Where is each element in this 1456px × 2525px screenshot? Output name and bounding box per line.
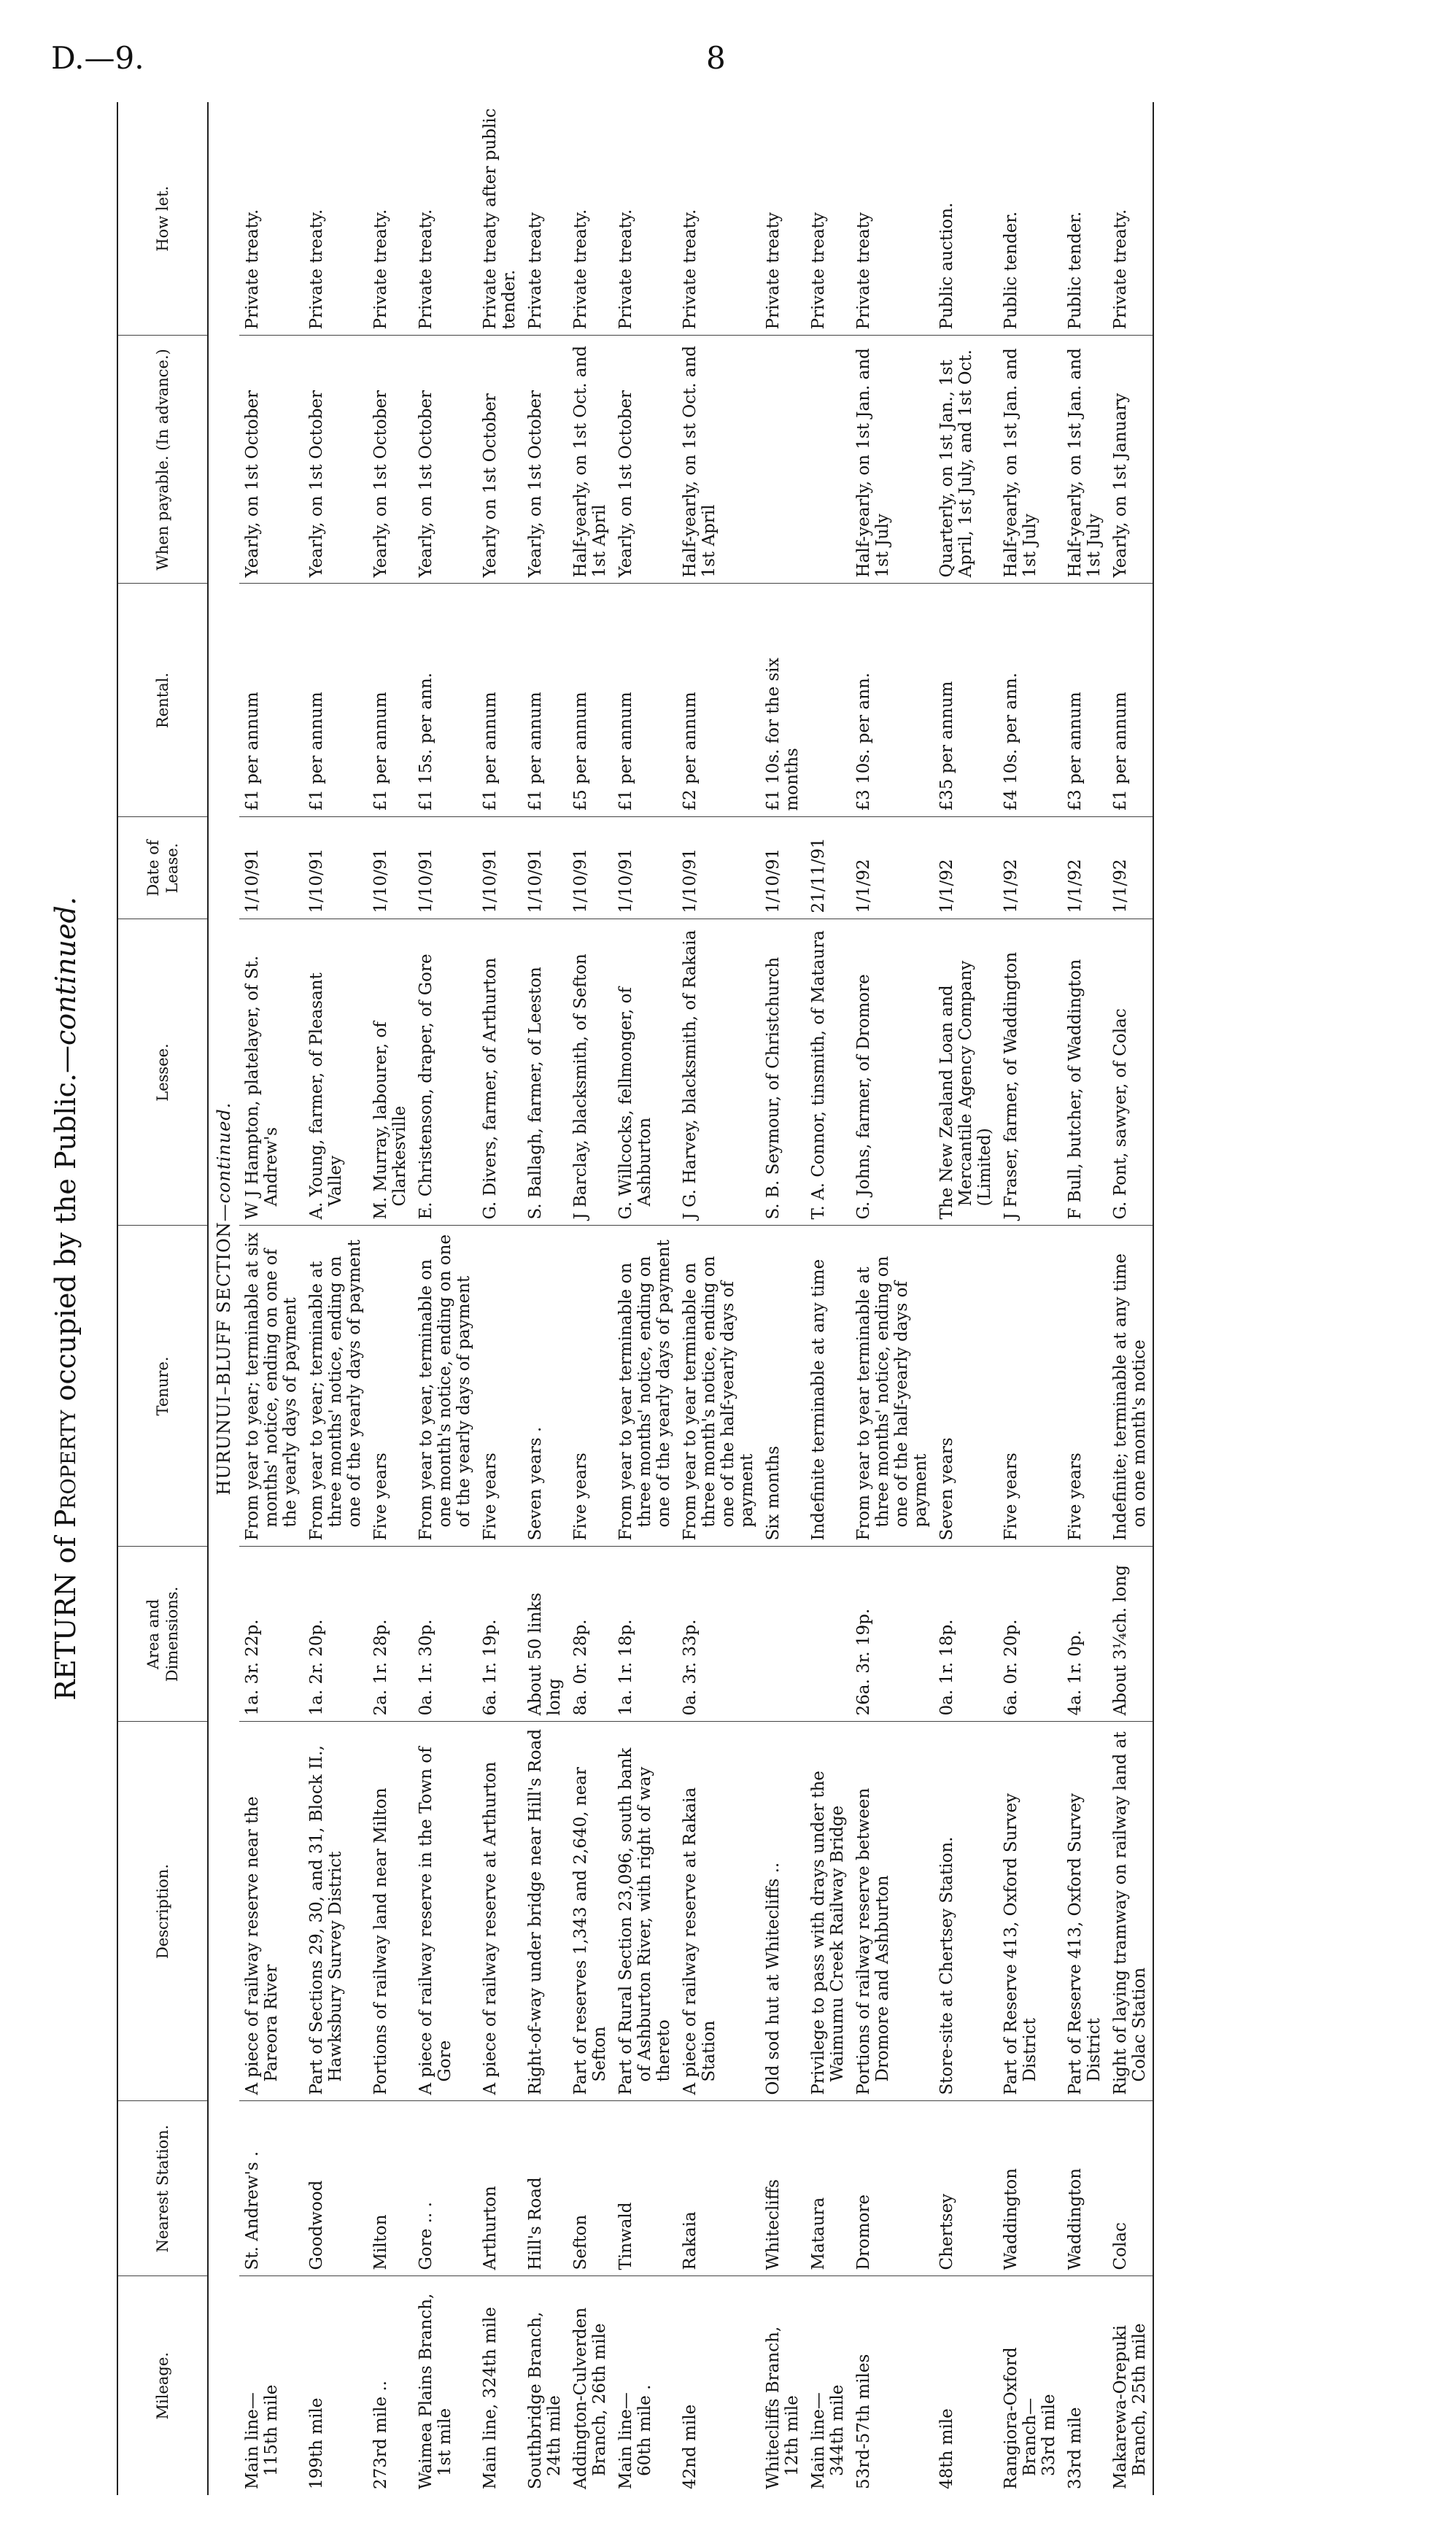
cell-rental (805, 584, 851, 817)
cell-mileage: Waimea Plains Branch, 1st mile (417, 2293, 454, 2489)
cell-tenure: From year to year, terminable on one month's notice, ending on one of the yearly days of payment (413, 1226, 477, 1547)
cell-description: Part of Sections 29, 30, and 31, Block II., Hawksbury Survey District (303, 1722, 368, 2101)
cell-area: 0a. 3r. 33p. (677, 1547, 760, 1722)
cell-mileage: 33rd mile (1066, 2407, 1085, 2489)
cell-rental: £1 per annum (303, 584, 368, 817)
cell-mileage: 48th mile (937, 2408, 956, 2489)
cell-nearest-station: Milton (368, 2101, 413, 2276)
section-name: HURUNUI–BLUFF SECTION— (214, 1203, 234, 1496)
title-property: Property (50, 1410, 82, 1528)
cell-date-of-lease: 1/10/91 (477, 817, 522, 919)
cell-area: 8a. 0r. 28p. (568, 1547, 613, 1722)
cell-lessee: E. Christenson, draper, of Gore (413, 919, 477, 1226)
cell-when-payable: Yearly, on 1st October (413, 336, 477, 584)
header-mileage: Mileage. (117, 2276, 208, 2495)
cell-mileage: Southbridge Branch, 24th mile (526, 2311, 564, 2489)
cell-lessee: G. Pont, sawyer, of Colac (1107, 919, 1153, 1226)
cell-area: 6a. 1r. 19p. (477, 1547, 522, 1722)
cell-when-payable: Yearly, on 1st October (303, 336, 368, 584)
page-number: 8 (706, 40, 726, 76)
cell-rental: £3 per annum (1062, 584, 1107, 817)
cell-area: 1a. 1r. 18p. (613, 1547, 677, 1722)
cell-when-payable: Half-yearly, on 1st Oct. and 1st April (568, 336, 613, 584)
cell-how-let: Public auction. (934, 102, 998, 336)
table-row (677, 102, 760, 2495)
cell-description: A piece of railway reserve near the Pareora River (239, 1722, 303, 2101)
cell-description: Part of Reserve 413, Oxford Survey District (998, 1722, 1062, 2101)
cell-tenure: Seven years . (522, 1226, 568, 1547)
cell-area: 2a. 1r. 28p. (368, 1547, 413, 1722)
cell-date-of-lease: 21/11/91 (805, 817, 851, 919)
cell-nearest-station: Goodwood (303, 2101, 368, 2276)
cell-how-let: Public tender. (1062, 102, 1107, 336)
cell-mileage: 199th mile (307, 2397, 326, 2489)
cell-how-let: Private treaty. (1107, 102, 1153, 336)
cell-mileage: Addington-Culverden Branch, 26th mile (571, 2307, 609, 2489)
cell-nearest-station: St. Andrew's . (239, 2101, 303, 2276)
cell-nearest-station: Whitecliffs (760, 2101, 805, 2276)
cell-lessee: G. Johns, farmer, of Dromore (851, 919, 934, 1226)
cell-nearest-station: Gore .. . (413, 2101, 477, 2276)
cell-how-let: Private treaty (805, 102, 851, 336)
cell-rental: £5 per annum (568, 584, 613, 817)
cell-date-of-lease: 1/10/91 (303, 817, 368, 919)
header-date-of-lease: Date of Lease. (117, 817, 208, 919)
cell-nearest-station: Tinwald (613, 2101, 677, 2276)
cell-description: Part of reserves 1,343 and 2,640, near Sefton (568, 1722, 613, 2101)
cell-description: A piece of railway reserve at Arthurton (477, 1722, 522, 2101)
cell-date-of-lease: 1/1/92 (1107, 817, 1153, 919)
cell-when-payable: Half-yearly, on 1st Oct. and 1st April (677, 336, 760, 584)
header-area: Area and Dimensions. (117, 1547, 208, 1722)
cell-how-let: Private treaty (522, 102, 568, 336)
cell-description: Privilege to pass with drays under the Waimumu Creek Railway Bridge (805, 1722, 851, 2101)
header-tenure: Tenure. (117, 1226, 208, 1547)
cell-rental: £3 10s. per ann. (851, 584, 934, 817)
cell-how-let: Private treaty. (239, 102, 303, 336)
cell-nearest-station: Rakaia (677, 2101, 760, 2276)
cell-mileage: Main line— 115th mile (243, 2384, 281, 2489)
cell-nearest-station: Sefton (568, 2101, 613, 2276)
header-how-let: How let. (117, 102, 208, 336)
cell-lessee: G. Willcocks, fellmonger, of Ashburton (613, 919, 677, 1226)
cell-mileage: 42nd mile (681, 2404, 700, 2489)
table-row (1107, 102, 1153, 2495)
cell-how-let: Private treaty after public tender. (477, 102, 522, 336)
cell-description: A piece of railway reserve at Rakaia Station (677, 1722, 760, 2101)
cell-description: Right of laying tramway on railway land at Colac Station (1107, 1722, 1153, 2101)
cell-tenure: Five years (998, 1226, 1062, 1547)
cell-description: Portions of railway land near Milton (368, 1722, 413, 2101)
table-header-row (117, 102, 208, 2495)
table-row (239, 102, 303, 2495)
cell-mileage: Makarewa-Orepuki Branch, 25th mile (1107, 2276, 1153, 2495)
cell-lessee: T. A. Connor, tinsmith, of Mataura (805, 919, 851, 1226)
table-row (477, 102, 522, 2495)
document-title (44, 102, 88, 2495)
cell-tenure: From year to year terminable on three month's notice, ending on one of the half-yearly days of payment (677, 1226, 760, 1547)
cell-rental: £1 per annum (477, 584, 522, 817)
cell-rental: £1 per annum (613, 584, 677, 817)
header-nearest-station: Nearest Station. (117, 2101, 208, 2276)
cell-rental: £1 10s. for the six months (760, 584, 805, 817)
cell-date-of-lease: 1/1/92 (934, 817, 998, 919)
cell-nearest-station: Colac (1107, 2101, 1153, 2276)
cell-rental: £35 per annum (934, 584, 998, 817)
header-lessee: Lessee. (117, 919, 208, 1226)
cell-when-payable: Half-yearly, on 1st Jan. and 1st July (1062, 336, 1107, 584)
header-description: Description. (117, 1722, 208, 2101)
cell-tenure: Five years (1062, 1226, 1107, 1547)
cell-rental: £1 per annum (368, 584, 413, 817)
table-row (413, 102, 477, 2495)
cell-area: 26a. 3r. 19p. (851, 1547, 934, 1722)
table-row (998, 102, 1062, 2495)
cell-mileage: 273rd mile .. (371, 2381, 390, 2489)
section-heading-row (208, 102, 239, 2495)
cell-lessee: J G. Harvey, blacksmith, of Rakaia (677, 919, 760, 1226)
table-row (851, 102, 934, 2495)
header-when-payable: When payable. (In advance.) (117, 336, 208, 584)
cell-tenure: Seven years (934, 1226, 998, 1547)
cell-date-of-lease: 1/10/91 (677, 817, 760, 919)
page-reference: D.—9. (51, 40, 144, 76)
cell-tenure: Indefinite; terminable at any time on one month's notice (1107, 1226, 1153, 1547)
cell-tenure: Indefinite terminable at any time (805, 1226, 851, 1547)
cell-description: Store-site at Chertsey Station. (934, 1722, 998, 2101)
cell-nearest-station: Hill's Road (522, 2101, 568, 2276)
table-row (760, 102, 805, 2495)
cell-when-payable: Quarterly, on 1st Jan., 1st April, 1st July, and 1st Oct. (934, 336, 998, 584)
cell-when-payable: Yearly, on 1st January (1107, 336, 1153, 584)
cell-lessee: The New Zealand Loan and Mercantile Agency Company (Limited) (934, 919, 998, 1226)
cell-area (805, 1547, 851, 1722)
cell-area: About 50 links long (522, 1547, 568, 1722)
cell-description: Part of Rural Section 23,096, south bank of Ashburton River, with right of way thereto (613, 1722, 677, 2101)
cell-when-payable (805, 336, 851, 584)
cell-when-payable: Yearly, on 1st October (239, 336, 303, 584)
table-row (613, 102, 677, 2495)
table-row (934, 102, 998, 2495)
cell-tenure: From year to year terminable at three months' notice, ending on one of the half-yearly days of payment (851, 1226, 934, 1547)
cell-nearest-station: Waddington (1062, 2101, 1107, 2276)
cell-area: 4a. 1r. 0p. (1062, 1547, 1107, 1722)
cell-date-of-lease: 1/1/92 (851, 817, 934, 919)
cell-mileage: 53rd-57th miles (854, 2354, 873, 2489)
cell-when-payable: Half-yearly, on 1st Jan. and 1st July (998, 336, 1062, 584)
cell-mileage: Main line, 324th mile (481, 2307, 500, 2489)
section-heading (208, 102, 239, 2495)
cell-when-payable: Yearly on 1st October (477, 336, 522, 584)
table-row (303, 102, 368, 2495)
cell-date-of-lease: 1/10/91 (522, 817, 568, 919)
cell-lessee: J Fraser, farmer, of Waddington (998, 919, 1062, 1226)
header-rental: Rental. (117, 584, 208, 817)
title-prefix: RETURN of (50, 1536, 82, 1701)
cell-tenure: Five years (368, 1226, 413, 1547)
cell-area: About 3¼ch. long (1107, 1547, 1153, 1722)
cell-tenure: From year to year; terminable at three months' notice, ending on one of the yearly days of payment (303, 1226, 368, 1547)
cell-area: 0a. 1r. 18p. (934, 1547, 998, 1722)
cell-rental: £2 per annum (677, 584, 760, 817)
cell-area (760, 1547, 805, 1722)
cell-description: Portions of railway reserve between Dromore and Ashburton (851, 1722, 934, 2101)
cell-lessee: F Bull, butcher, of Waddington (1062, 919, 1107, 1226)
cell-when-payable: Half-yearly, on 1st Jan. and 1st July (851, 336, 934, 584)
cell-mileage: Whitecliffs Branch, 12th mile (764, 2326, 802, 2489)
cell-date-of-lease: 1/1/92 (1062, 817, 1107, 919)
cell-area: 1a. 2r. 20p. (303, 1547, 368, 1722)
cell-description: A piece of railway reserve in the Town of Gore (413, 1722, 477, 2101)
cell-description: Old sod hut at Whitecliffs .. (760, 1722, 805, 2101)
cell-tenure: Six months (760, 1226, 805, 1547)
cell-nearest-station: Dromore (851, 2101, 934, 2276)
cell-mileage: Main line— 60th mile . (616, 2384, 654, 2489)
cell-how-let: Private treaty. (413, 102, 477, 336)
cell-tenure: From year to year; terminable at six months' notice, ending on one of the yearly days of payment (239, 1226, 303, 1547)
cell-how-let: Private treaty. (303, 102, 368, 336)
cell-lessee: W J Hampton, platelayer, of St. Andrew's (239, 919, 303, 1226)
cell-lessee: S. Ballagh, farmer, of Leeston (522, 919, 568, 1226)
cell-lessee: S. B. Seymour, of Christchurch (760, 919, 805, 1226)
cell-mileage: Main line— 344th mile (809, 2384, 847, 2489)
cell-date-of-lease: 1/10/91 (239, 817, 303, 919)
title-middle: occupied by the Public.— (50, 1045, 82, 1401)
title-continued: continued. (50, 897, 82, 1045)
cell-rental: £4 10s. per ann. (998, 584, 1062, 817)
cell-description: Part of Reserve 413, Oxford Survey District (1062, 1722, 1107, 2101)
table-row (568, 102, 613, 2495)
property-return-table (117, 102, 1154, 2495)
cell-date-of-lease: 1/10/91 (760, 817, 805, 919)
table-row (805, 102, 851, 2495)
cell-rental: £1 per annum (239, 584, 303, 817)
section-continued: continued. (214, 1102, 234, 1204)
cell-when-payable (760, 336, 805, 584)
cell-rental: £1 15s. per ann. (413, 584, 477, 817)
cell-rental: £1 per annum (522, 584, 568, 817)
cell-area: 6a. 0r. 20p. (998, 1547, 1062, 1722)
cell-nearest-station: Chertsey (934, 2101, 998, 2276)
table-row (1062, 102, 1107, 2495)
cell-how-let: Public tender. (998, 102, 1062, 336)
table-row (522, 102, 568, 2495)
cell-tenure: From year to year terminable on three months' notice, ending on one of the yearly days of payment (613, 1226, 677, 1547)
cell-how-let: Private treaty. (368, 102, 413, 336)
cell-nearest-station: Mataura (805, 2101, 851, 2276)
cell-description: Right-of-way under bridge near Hill's Road (522, 1722, 568, 2101)
cell-mileage: Rangiora-Oxford Branch— 33rd mile (1002, 2347, 1058, 2489)
cell-how-let: Private treaty. (677, 102, 760, 336)
cell-date-of-lease: 1/10/91 (368, 817, 413, 919)
cell-date-of-lease: 1/10/91 (413, 817, 477, 919)
cell-how-let: Private treaty (851, 102, 934, 336)
cell-area: 1a. 3r. 22p. (239, 1547, 303, 1722)
cell-tenure: Five years (477, 1226, 522, 1547)
cell-how-let: Private treaty. (568, 102, 613, 336)
cell-date-of-lease: 1/10/91 (568, 817, 613, 919)
cell-how-let: Private treaty. (613, 102, 677, 336)
cell-when-payable: Yearly, on 1st October (368, 336, 413, 584)
rotated-table-region (44, 102, 1401, 2495)
cell-rental: £1 per annum (1107, 584, 1153, 817)
cell-date-of-lease: 1/10/91 (613, 817, 677, 919)
cell-nearest-station: Waddington (998, 2101, 1062, 2276)
cell-how-let: Private treaty (760, 102, 805, 336)
cell-lessee: M. Murray, labourer, of Clarkesville (368, 919, 413, 1226)
cell-date-of-lease: 1/1/92 (998, 817, 1062, 919)
cell-when-payable: Yearly, on 1st October (522, 336, 568, 584)
cell-area: 0a. 1r. 30p. (413, 1547, 477, 1722)
cell-when-payable: Yearly, on 1st October (613, 336, 677, 584)
cell-nearest-station: Arthurton (477, 2101, 522, 2276)
cell-tenure: Five years (568, 1226, 613, 1547)
cell-lessee: A. Young, farmer, of Pleasant Valley (303, 919, 368, 1226)
cell-lessee: G. Divers, farmer, of Arthurton (477, 919, 522, 1226)
cell-lessee: J Barclay, blacksmith, of Sefton (568, 919, 613, 1226)
table-row (368, 102, 413, 2495)
